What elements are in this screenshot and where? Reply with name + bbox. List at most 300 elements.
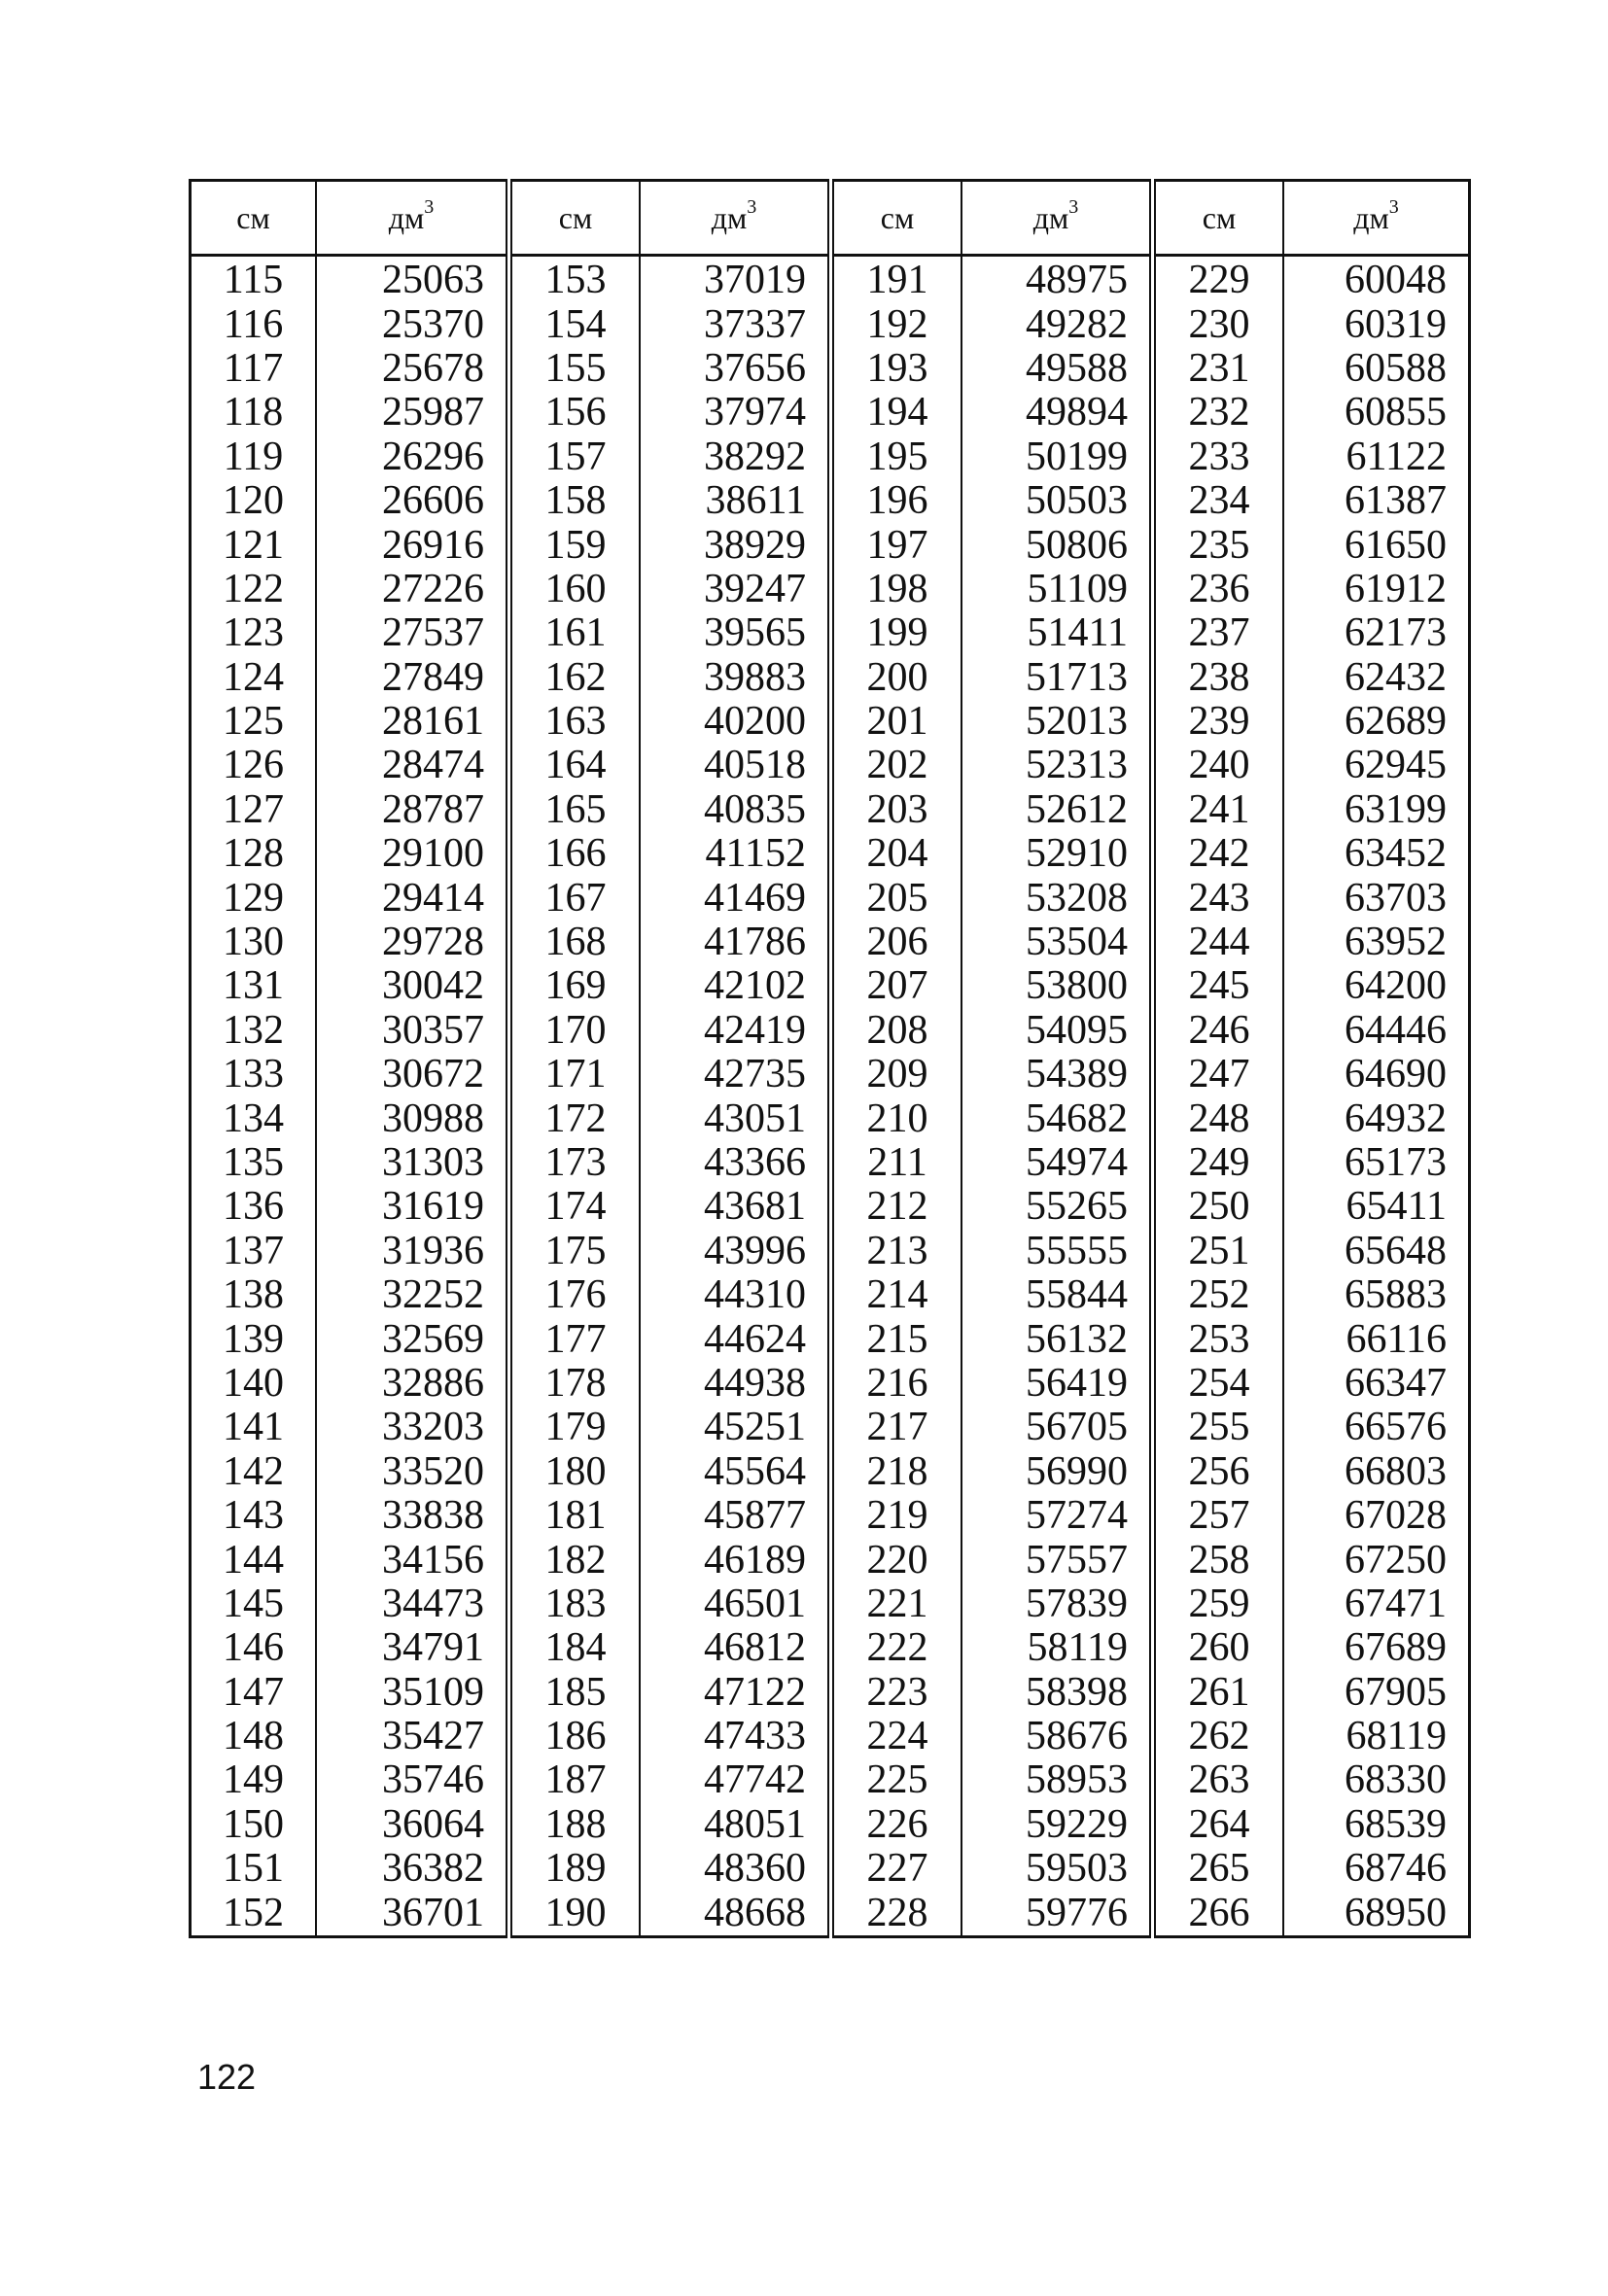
cell-dm3: 66576 [1345,1405,1447,1450]
cell-dm3: 48975 [961,256,1153,303]
header-cm [191,181,317,256]
header-unit: дм [711,199,748,235]
cell-dm3: 54389 [961,1053,1153,1096]
cell-dm3: 28474 [316,744,509,787]
header-sup: 3 [1068,195,1079,218]
table-row [191,479,1470,523]
cell-cm: 144 [191,1538,317,1582]
cell-dm3: 41469 [640,876,831,920]
cell-cm: 178 [509,1362,641,1406]
cell-dm3: 66347 [1345,1360,1447,1406]
cell-dm3: 54095 [961,1009,1153,1053]
cell-dm3: 67250 [1345,1537,1447,1583]
cell-cm: 231 [1153,347,1284,391]
cell-cm: 173 [509,1141,641,1185]
header-unit: см [558,199,593,235]
cell-dm3: 40518 [640,744,831,787]
cell-dm3: 26916 [316,523,509,567]
cell-cm: 262 [1153,1715,1284,1758]
cell-cm: 148 [191,1715,317,1758]
cell-dm3: 41786 [640,921,831,964]
cell-cm: 180 [509,1450,641,1494]
table-row [191,347,1470,391]
cell-cm: 139 [191,1317,317,1361]
cell-cm: 197 [831,523,962,567]
cell-cm: 194 [831,391,962,435]
cell-cm: 115 [191,256,317,303]
cell-cm: 125 [191,700,317,744]
cell-dm3: 60319 [1345,301,1447,347]
cell-dm3: 65411 [1346,1184,1447,1230]
cell-dm3: 37337 [640,302,831,346]
cell-dm3: 42419 [640,1009,831,1053]
cell-cm: 147 [191,1671,317,1715]
page-number: 122 [197,2057,257,2097]
cell-dm3: 67471 [1345,1581,1447,1626]
cell-cm: 213 [831,1230,962,1273]
cell-cm: 141 [191,1406,317,1449]
header-cm [509,181,641,256]
cell-cm: 182 [509,1538,641,1582]
table-body [191,256,1470,1937]
cell-cm: 145 [191,1583,317,1626]
cell-dm3: 34156 [316,1538,509,1582]
cell-dm3: 57274 [961,1494,1153,1538]
cell-dm3: 63703 [1345,875,1447,921]
cell-cm: 131 [191,964,317,1008]
table-row [191,700,1470,744]
cell-dm3: 49894 [961,391,1153,435]
cell-cm: 211 [831,1141,962,1185]
cell-cm: 153 [509,256,641,303]
cell-dm3: 26296 [316,435,509,479]
cell-dm3: 56132 [961,1317,1153,1361]
cell-cm: 162 [509,656,641,700]
cell-cm: 218 [831,1450,962,1494]
cell-cm: 152 [191,1891,317,1936]
table-row [191,1362,1470,1406]
cell-cm: 165 [509,788,641,832]
table-row [191,1230,1470,1273]
cell-cm: 156 [509,391,641,435]
cell-cm: 191 [831,256,962,303]
cell-cm: 154 [509,302,641,346]
table-row [191,256,1470,303]
cell-dm3: 39883 [640,656,831,700]
cell-dm3: 41152 [640,832,831,876]
cell-dm3: 40835 [640,788,831,832]
table-row [191,1141,1470,1185]
cell-dm3: 62945 [1345,743,1447,788]
cell-dm3: 50199 [961,435,1153,479]
cell-dm3: 34473 [316,1583,509,1626]
header-sup: 3 [747,195,757,218]
cell-cm: 188 [509,1803,641,1847]
cell-dm3: 35427 [316,1715,509,1758]
cell-cm: 190 [509,1891,641,1936]
cell-cm: 129 [191,876,317,920]
cell-cm: 237 [1153,611,1284,655]
cell-cm: 192 [831,302,962,346]
cell-cm: 196 [831,479,962,523]
cell-cm: 187 [509,1758,641,1802]
cell-cm: 207 [831,964,962,1008]
cell-cm: 151 [191,1847,317,1891]
cell-cm: 226 [831,1803,962,1847]
header-sup: 3 [1388,195,1399,218]
cell-cm: 138 [191,1273,317,1317]
cell-dm3: 38611 [640,479,831,523]
header-row [191,181,1470,256]
cell-dm3: 68539 [1345,1801,1447,1847]
cell-dm3: 61650 [1345,522,1447,568]
cell-cm: 239 [1153,700,1284,744]
cell-cm: 258 [1153,1538,1284,1582]
cell-cm: 128 [191,832,317,876]
cell-cm: 266 [1153,1891,1284,1936]
cell-dm3: 48051 [640,1803,831,1847]
cell-dm3: 66116 [1346,1316,1447,1362]
cell-dm3: 37019 [640,256,831,303]
cell-dm3: 52013 [961,700,1153,744]
cell-cm: 260 [1153,1626,1284,1670]
cell-dm3: 53504 [961,921,1153,964]
cell-dm3: 25678 [316,347,509,391]
cell-dm3: 46189 [640,1538,831,1582]
cell-cm: 204 [831,832,962,876]
table-row [191,832,1470,876]
volume-table [189,179,1471,1938]
cell-dm3: 58119 [961,1626,1153,1670]
cell-cm: 224 [831,1715,962,1758]
cell-dm3: 57557 [961,1538,1153,1582]
header-dm3 [1283,181,1470,256]
cell-dm3: 55844 [961,1273,1153,1317]
cell-dm3: 58398 [961,1671,1153,1715]
cell-cm: 164 [509,744,641,787]
cell-dm3: 32886 [316,1362,509,1406]
cell-cm: 168 [509,921,641,964]
cell-dm3: 43996 [640,1230,831,1273]
cell-cm: 123 [191,611,317,655]
cell-dm3: 52313 [961,744,1153,787]
header-sup: 3 [424,195,435,218]
cell-cm: 160 [509,568,641,611]
cell-dm3: 67689 [1345,1625,1447,1671]
cell-dm3: 43681 [640,1185,831,1229]
cell-dm3: 62689 [1345,699,1447,745]
cell-cm: 248 [1153,1096,1284,1140]
cell-cm: 254 [1153,1362,1284,1406]
cell-cm: 150 [191,1803,317,1847]
table-row [191,1671,1470,1715]
cell-dm3: 29100 [316,832,509,876]
cell-cm: 195 [831,435,962,479]
cell-dm3: 61912 [1345,566,1447,611]
cell-cm: 261 [1153,1671,1284,1715]
cell-cm: 201 [831,700,962,744]
cell-dm3: 25370 [316,302,509,346]
cell-cm: 253 [1153,1317,1284,1361]
cell-cm: 184 [509,1626,641,1670]
cell-cm: 124 [191,656,317,700]
cell-dm3: 40200 [640,700,831,744]
table-row [191,302,1470,346]
table-row [191,1538,1470,1582]
cell-dm3: 31619 [316,1185,509,1229]
cell-cm: 121 [191,523,317,567]
table-row [191,523,1470,567]
header-unit: см [1202,199,1237,235]
cell-dm3: 48668 [640,1891,831,1936]
table-row [191,1450,1470,1494]
cell-dm3: 58676 [961,1715,1153,1758]
cell-dm3: 36701 [316,1891,509,1936]
cell-cm: 221 [831,1583,962,1626]
cell-cm: 140 [191,1362,317,1406]
cell-dm3: 37656 [640,347,831,391]
cell-cm: 198 [831,568,962,611]
cell-cm: 214 [831,1273,962,1317]
cell-dm3: 26606 [316,479,509,523]
cell-cm: 246 [1153,1009,1284,1053]
cell-dm3: 56990 [961,1450,1153,1494]
cell-cm: 236 [1153,568,1284,611]
cell-cm: 228 [831,1891,962,1936]
cell-dm3: 27849 [316,656,509,700]
cell-cm: 167 [509,876,641,920]
cell-cm: 155 [509,347,641,391]
cell-cm: 133 [191,1053,317,1096]
table-row [191,1406,1470,1449]
cell-dm3: 39247 [640,568,831,611]
table-row [191,1583,1470,1626]
cell-dm3: 27226 [316,568,509,611]
cell-dm3: 47433 [640,1715,831,1758]
table-row [191,1317,1470,1361]
cell-cm: 166 [509,832,641,876]
cell-dm3: 31303 [316,1141,509,1185]
cell-cm: 181 [509,1494,641,1538]
cell-dm3: 51713 [961,656,1153,700]
table-row [191,1715,1470,1758]
header-unit: дм [1032,199,1069,235]
cell-cm: 241 [1153,788,1284,832]
cell-cm: 135 [191,1141,317,1185]
cell-cm: 259 [1153,1583,1284,1626]
table-row [191,1053,1470,1096]
cell-dm3: 62432 [1345,654,1447,700]
cell-cm: 249 [1153,1141,1284,1185]
cell-dm3: 50503 [961,479,1153,523]
table-row [191,435,1470,479]
cell-cm: 127 [191,788,317,832]
cell-dm3: 45564 [640,1450,831,1494]
table-row [191,1494,1470,1538]
cell-cm: 206 [831,921,962,964]
cell-dm3: 30042 [316,964,509,1008]
cell-dm3: 61122 [1346,434,1447,479]
cell-dm3: 39565 [640,611,831,655]
cell-dm3: 57839 [961,1583,1153,1626]
cell-cm: 216 [831,1362,962,1406]
header-dm3 [316,181,509,256]
cell-dm3: 25063 [316,256,509,303]
cell-dm3: 36382 [316,1847,509,1891]
cell-cm: 176 [509,1273,641,1317]
cell-dm3: 56419 [961,1362,1153,1406]
cell-cm: 118 [191,391,317,435]
table-row [191,1891,1470,1936]
cell-dm3: 49588 [961,347,1153,391]
cell-cm: 142 [191,1450,317,1494]
cell-cm: 217 [831,1406,962,1449]
cell-dm3: 67028 [1345,1493,1447,1539]
header-unit: см [880,199,915,235]
cell-dm3: 49282 [961,302,1153,346]
cell-cm: 251 [1153,1230,1284,1273]
cell-dm3: 43366 [640,1141,831,1185]
cell-dm3: 35746 [316,1758,509,1802]
cell-dm3: 44624 [640,1317,831,1361]
cell-cm: 232 [1153,391,1284,435]
cell-cm: 210 [831,1096,962,1140]
cell-cm: 250 [1153,1185,1284,1229]
cell-dm3: 27537 [316,611,509,655]
table-row [191,921,1470,964]
cell-cm: 186 [509,1715,641,1758]
cell-dm3: 56705 [961,1406,1153,1449]
cell-cm: 264 [1153,1803,1284,1847]
cell-cm: 171 [509,1053,641,1096]
cell-cm: 130 [191,921,317,964]
cell-cm: 174 [509,1185,641,1229]
cell-cm: 177 [509,1317,641,1361]
cell-cm: 252 [1153,1273,1284,1317]
cell-cm: 222 [831,1626,962,1670]
header-cm [831,181,962,256]
cell-dm3: 44310 [640,1273,831,1317]
cell-dm3: 45877 [640,1494,831,1538]
cell-dm3: 50806 [961,523,1153,567]
cell-dm3: 59503 [961,1847,1153,1891]
cell-dm3: 53208 [961,876,1153,920]
cell-dm3: 30357 [316,1009,509,1053]
cell-dm3: 65883 [1345,1272,1447,1318]
header-cm [1153,181,1284,256]
cell-dm3: 32569 [316,1317,509,1361]
table-row [191,1096,1470,1140]
cell-cm: 240 [1153,744,1284,787]
cell-dm3: 37974 [640,391,831,435]
cell-cm: 247 [1153,1053,1284,1096]
table-row [191,1273,1470,1317]
cell-cm: 199 [831,611,962,655]
cell-dm3: 38929 [640,523,831,567]
cell-dm3: 60855 [1345,390,1447,435]
table-row [191,1626,1470,1670]
cell-cm: 137 [191,1230,317,1273]
cell-dm3: 32252 [316,1273,509,1317]
cell-cm: 244 [1153,921,1284,964]
cell-dm3: 30988 [316,1096,509,1140]
table-row [191,1803,1470,1847]
cell-dm3: 55265 [961,1185,1153,1229]
cell-dm3: 58953 [961,1758,1153,1802]
cell-cm: 189 [509,1847,641,1891]
cell-cm: 185 [509,1671,641,1715]
cell-cm: 163 [509,700,641,744]
table-row [191,656,1470,700]
cell-dm3: 46501 [640,1583,831,1626]
cell-dm3: 61387 [1345,478,1447,524]
cell-cm: 245 [1153,964,1284,1008]
cell-dm3: 33203 [316,1406,509,1449]
header-dm3 [640,181,831,256]
header-unit: дм [388,199,425,235]
cell-dm3: 31936 [316,1230,509,1273]
cell-cm: 242 [1153,832,1284,876]
cell-dm3: 52612 [961,788,1153,832]
cell-dm3: 66803 [1345,1448,1447,1494]
cell-dm3: 28787 [316,788,509,832]
cell-dm3: 53800 [961,964,1153,1008]
cell-cm: 233 [1153,435,1284,479]
cell-dm3: 62173 [1345,610,1447,656]
cell-cm: 200 [831,656,962,700]
header-dm3 [961,181,1153,256]
cell-dm3: 63199 [1345,786,1447,832]
cell-dm3: 28161 [316,700,509,744]
table-row [191,1847,1470,1891]
cell-dm3: 42102 [640,964,831,1008]
cell-cm: 234 [1153,479,1284,523]
cell-dm3: 44938 [640,1362,831,1406]
cell-dm3: 29728 [316,921,509,964]
cell-dm3: 64690 [1345,1052,1447,1097]
cell-cm: 215 [831,1317,962,1361]
cell-cm: 238 [1153,656,1284,700]
cell-dm3: 35109 [316,1671,509,1715]
cell-cm: 193 [831,347,962,391]
cell-cm: 255 [1153,1406,1284,1449]
cell-cm: 159 [509,523,641,567]
cell-cm: 122 [191,568,317,611]
cell-dm3: 59229 [961,1803,1153,1847]
table-row [191,1009,1470,1053]
cell-dm3: 36064 [316,1803,509,1847]
cell-dm3: 54974 [961,1141,1153,1185]
table-row [191,964,1470,1008]
cell-dm3: 60048 [1345,258,1447,303]
cell-dm3: 65648 [1345,1228,1447,1273]
cell-dm3: 64446 [1345,1007,1447,1053]
table-row [191,744,1470,787]
cell-cm: 256 [1153,1450,1284,1494]
cell-cm: 149 [191,1758,317,1802]
cell-cm: 143 [191,1494,317,1538]
cell-dm3: 48360 [640,1847,831,1891]
cell-cm: 117 [191,347,317,391]
cell-dm3: 29414 [316,876,509,920]
table-row [191,568,1470,611]
cell-cm: 257 [1153,1494,1284,1538]
cell-cm: 212 [831,1185,962,1229]
table-row [191,391,1470,435]
cell-dm3: 67905 [1345,1669,1447,1715]
cell-cm: 179 [509,1406,641,1449]
cell-cm: 126 [191,744,317,787]
